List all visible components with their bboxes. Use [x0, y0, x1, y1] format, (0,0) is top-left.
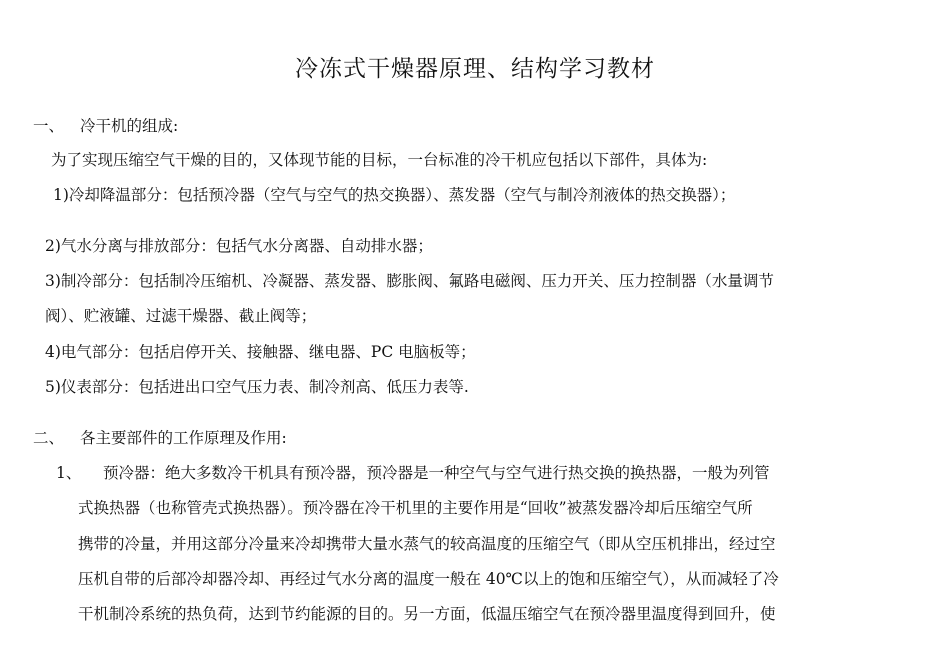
section1-item-5: 5)仪表部分：包括进出口空气压力表、制冷剂高、低压力表等.: [45, 378, 469, 396]
section2-sub1-line5: 干机制冷系统的热负荷，达到节约能源的目的。另一方面，低温压缩空气在预冷器里温度得到回升，使: [78, 605, 776, 623]
section2-sub1-line3: 携带的冷量，并用这部分冷量来冷却携带大量水蒸气的较高温度的压缩空气（即从空压机排出，经过空: [78, 535, 776, 553]
section1-heading: 冷干机的组成:: [80, 117, 179, 135]
section2-heading: 各主要部件的工作原理及作用:: [80, 429, 287, 447]
section1-item-4: 4)电气部分：包括启停开关、接触器、继电器、PC 电脑板等；: [45, 343, 476, 361]
section1-item-2: 2)气水分离与排放部分：包括气水分离器、自动排水器；: [45, 237, 433, 255]
section2-heading-row: [33, 428, 287, 448]
section2-sub1-number: 1、: [56, 464, 82, 482]
section2-sub1-line4: 压机自带的后部冷却器冷却、再经过气水分离的温度一般在 40℃以上的饱和压缩空气），从而减轻了冷: [78, 570, 779, 588]
section2-sub1-line2: 式换热器（也称管壳式换热器）。预冷器在冷干机里的主要作用是“回收”被蒸发器冷却后压缩空气所: [78, 499, 753, 517]
section1-item-3-line2: 阀）、贮液罐、过滤干燥器、截止阀等；: [45, 307, 317, 325]
document-title: 冷冻式干燥器原理、结构学习教材: [295, 56, 655, 82]
section1-item-3-line1: 3)制冷部分：包括制冷压缩机、冷凝器、蒸发器、膨胀阀、氟路电磁阀、压力开关、压力控制器（水量调节: [45, 272, 774, 290]
section1-heading-row: [33, 116, 178, 136]
section1-item-1: 1)冷却降温部分：包括预冷器（空气与空气的热交换器）、蒸发器（空气与制冷剂液体的热交换器）；: [53, 186, 736, 204]
section2-number: 二、: [33, 429, 65, 447]
section2-sub1-text-1: 预冷器：绝大多数冷干机具有预冷器，预冷器是一种空气与空气进行热交换的换热器，一般为列管: [103, 464, 770, 482]
section1-number: 一、: [33, 117, 65, 135]
section2-sub1-line1: [56, 463, 770, 483]
section1-intro: 为了实现压缩空气干燥的目的，又体现节能的目标，一台标准的冷干机应包括以下部件，具体为:: [51, 151, 708, 169]
